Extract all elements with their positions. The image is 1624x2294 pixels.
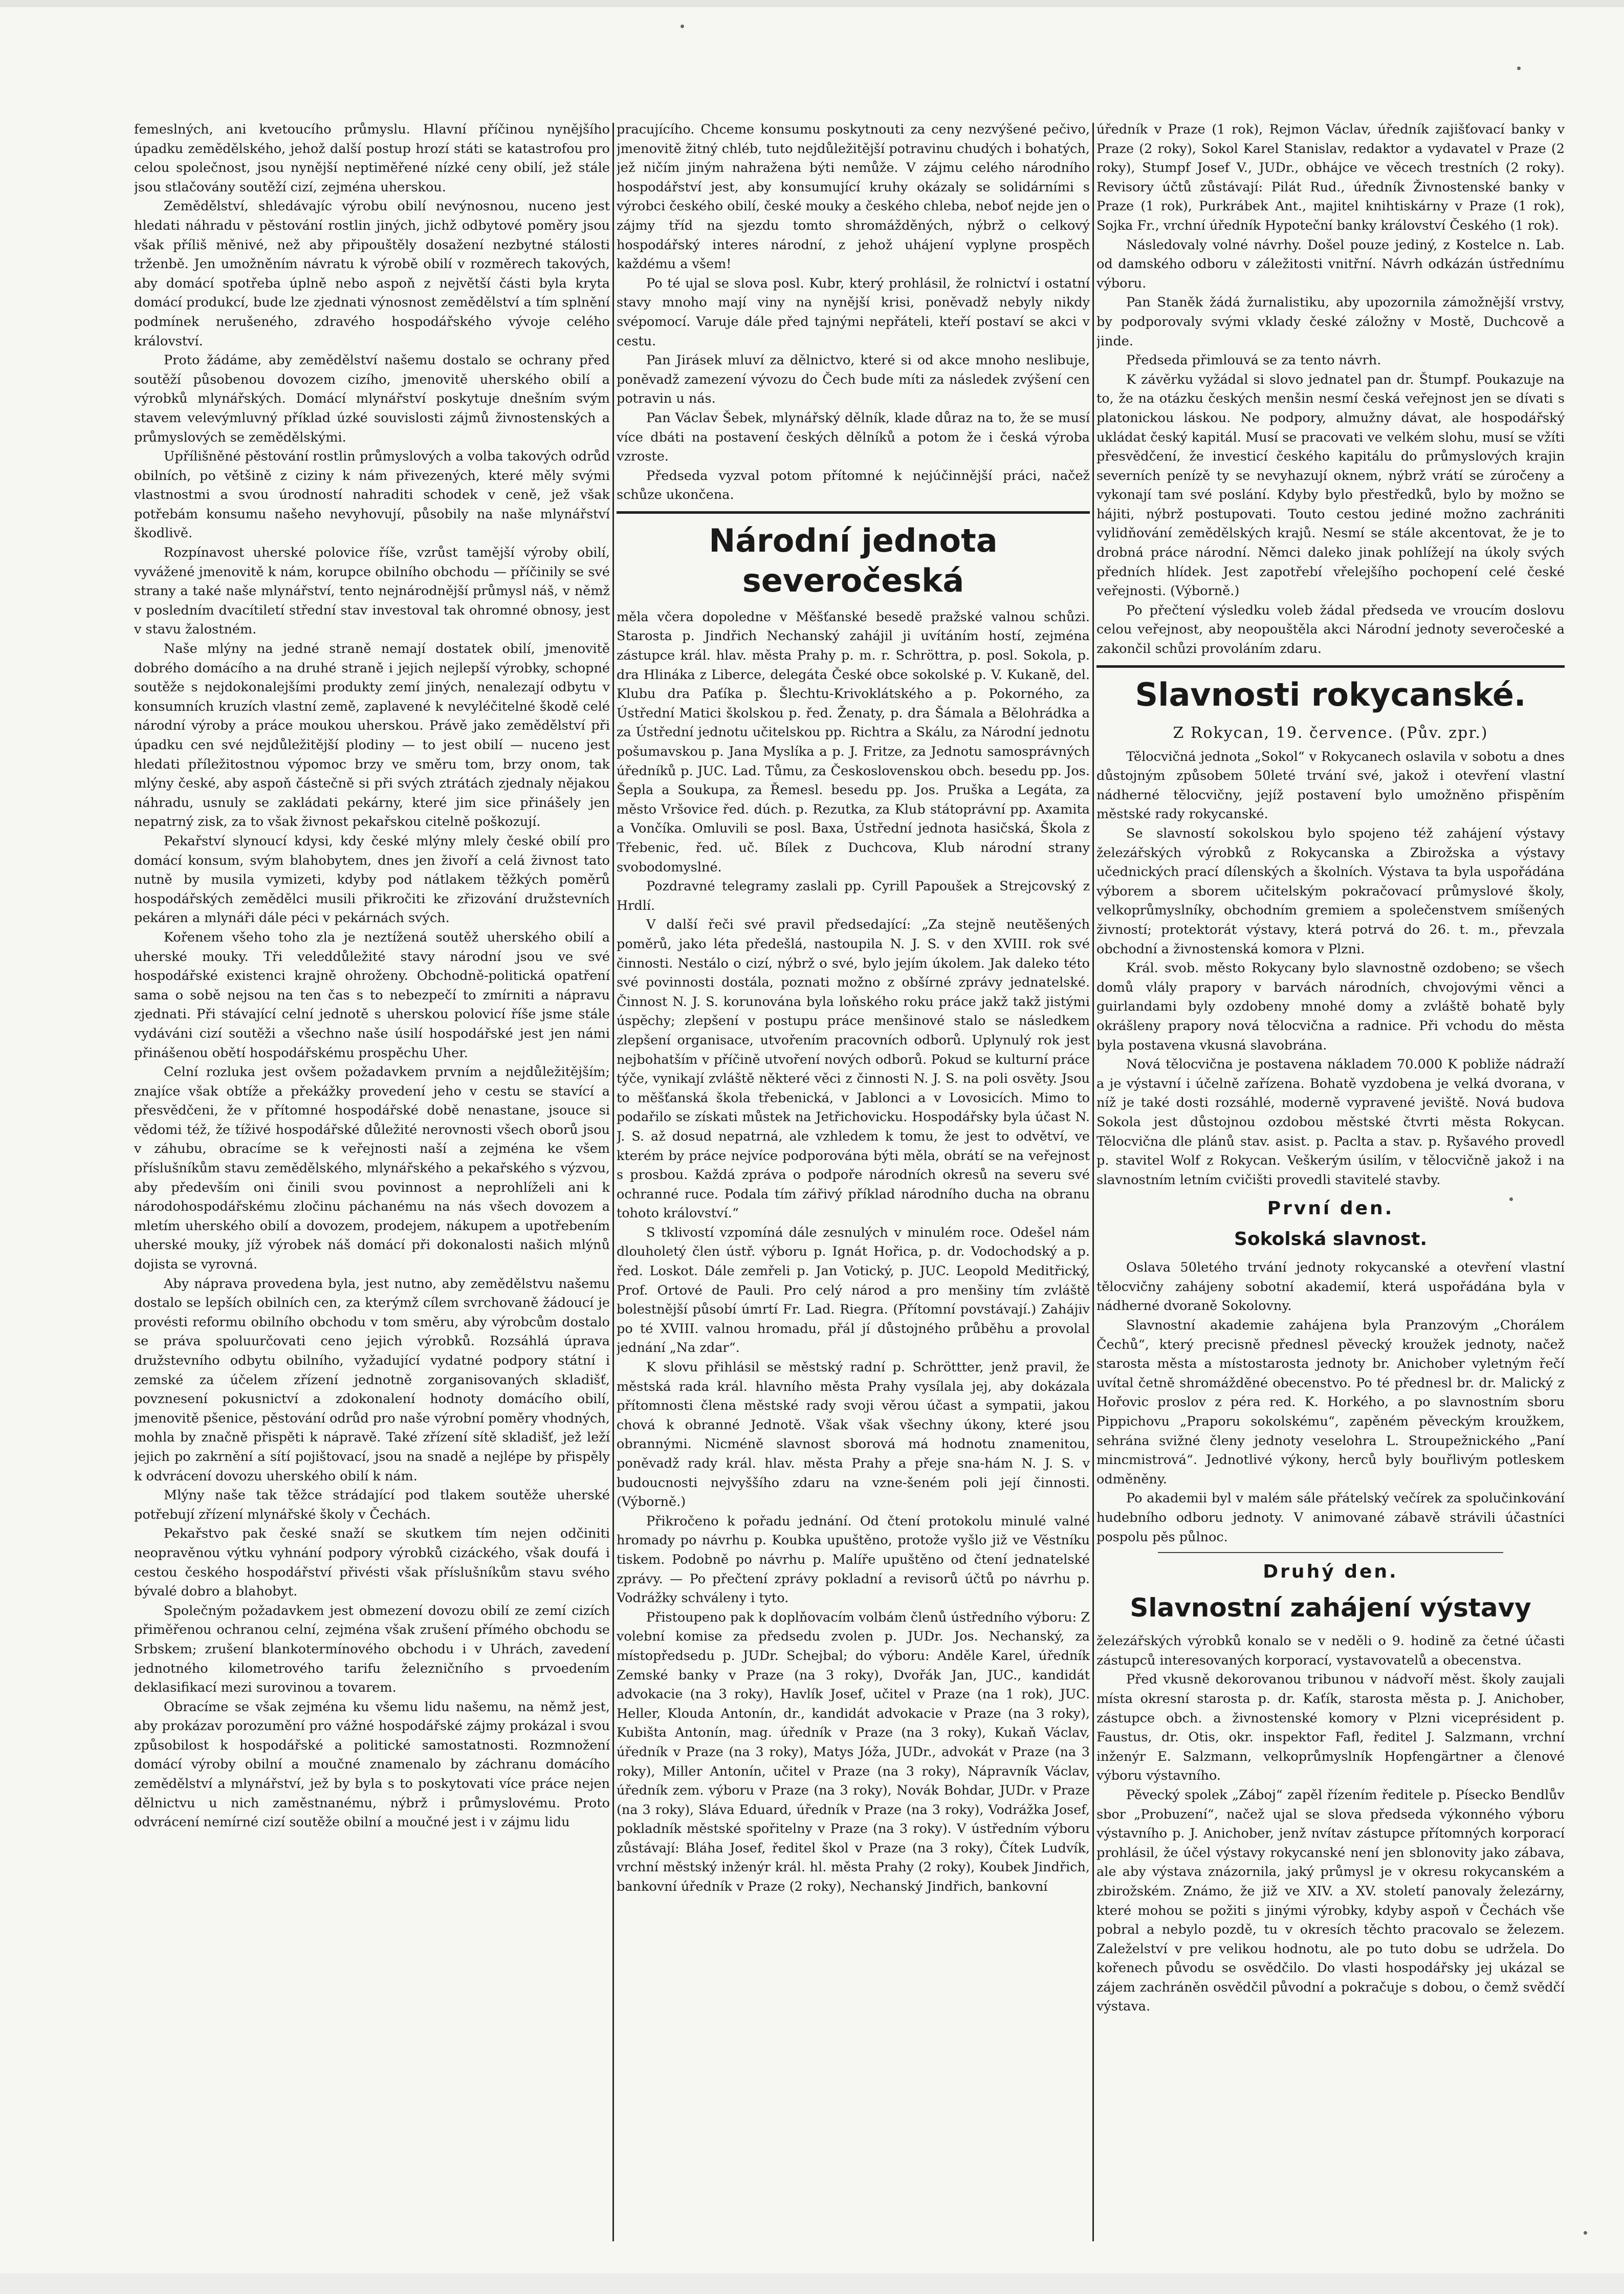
paragraph: Zemědělství, shledávajíc výrobu obilí nevýnosnou, nuceno jest hledati náhradu v pěstování rostlin jiných, jichž odbytové poměry jsou však příliš měnivé, než aby připouštěly dosažení nezbytné stálosti trženbě. Jen umožněním návratu k výrobě obilí v rozměrech takových, aby domácí spotřeba úplně nebo aspoň z největší části byla kryta domácí produkcí, bude lze zjednati výnosnost zemědělství a tím splnění podmínek nerušeného, zdravého hospodářského vývoje celého království. bbox=[134, 199, 610, 349]
section-heading: Slavnostní zahájení výstavy bbox=[1130, 1593, 1531, 1623]
paragraph: měla včera dopoledne v Měšťanské besedě pražské valnou schůzi. Starosta p. Jindřich Nechanský zahájil ji uvítáním hostí, zejména zástupce král. hlav. města Prahy p. m. r. Schröttra, p. posl. Sokola, p. dra Hlináka z Liberce, delegáta České obce sokolské p. V. Kukaně, del. Klubu dra Paťíka p. Šlechtu-Krivoklátského a p. Pokorného, za Ústřední Matici školskou p. řed. Ženaty, p. dra Šámala a Bělohrádka a za Ústřední jednotu učitelskou pp. Richtra a Skálu, za Národní jednotu pošumavskou p. Jana Myslíka a p. J. Fritze, za Jednotu samosprávných úředníků p. JUC. Lad. Tůmu, za Československou obch. besedu pp. Jos. Šepla a Soukupa, za Řemesl. besedu pp. Jos. Pruška a Legáta, za město Vršovice řed. dúch. p. Rezutka, za Klub státoprávní pp. Axamita a Vončíka. Omluvili se posl. Baxa, Ústřední jednota hasičská, Škola z Třebenic, řed. uč. Bílek z Duchcova, Klub národní strany svobodomyslné. bbox=[617, 609, 1090, 875]
paragraph: Celní rozluka jest ovšem požadavkem prvním a nejdůležitějším; znajíce však obtíže a překážky provedení jeho v cestu se stavící a přesvědčeni, že v přítomné hospodářské době nenastane, jsouce si vědomi též, že tíživé hospodářské důležité nerovnosti všech oborů jsou v záhubu, obracíme se k veřejnosti naší a zejména ke všem příslušníkům stavu zemědělského, mlynářského a pekařského s výzvou, aby především oni činili svou povinnost a neprohlíželi ani k národohospodářskému zločinu páchanému na nás všech dovozem a mletím uherského obilí a dovozem, prodejem, nákupem a upotřebením uherské mouky, jíž výrobek náš domácí při dokonalosti našich mlýnů dojista se vyrovná. bbox=[134, 1064, 610, 1273]
paragraph: Před vkusně dekorovanou tribunou v nádvoří měst. školy zaujali místa okresní starosta p. dr. Kaťík, starosta města p. J. Anichober, zástupce obch. a živnostenské komory v Plzni viceprésident p. Faustus, dr. Otis, okr. inspektor Fafl, ředitel J. Salzmann, vrchní inženýr E. Salzmann, velkoprůmyslník Hopfengärtner a členové výboru výstavního. bbox=[1096, 1672, 1565, 1784]
section-rule bbox=[1096, 665, 1565, 668]
column-1 bbox=[134, 120, 610, 2244]
paragraph: železářských výrobků konalo se v neděli o 9. hodině za četné účasti zástupců interesovaných korporací, vystavovatelů a obecenstva. bbox=[1096, 1633, 1565, 1668]
paragraph: Po přečtení výsledku voleb žádal předseda ve vroucím doslovu celou veřejnost, aby neopouštěla akci Národní jednoty severočeské a zakončil schůzi provoláním zdaru. bbox=[1096, 602, 1565, 657]
scan-top-border bbox=[0, 0, 1624, 7]
paragraph: Následovaly volné návrhy. Došel pouze jediný, z Kostelce n. Lab. od damského odboru v záležitosti vnitřní. Návrh odkázán ústřednímu výboru. bbox=[1096, 237, 1565, 291]
paragraph: Pekařstvo pak české snaží se skutkem tím nejen odčiniti neopravěnou výtku vyhnání podpory výrobků cizáckého, však doufá i cestou českého hospodářství přivésti však příslušníkům stavu svého bývalé dobro a blahobyt. bbox=[134, 1526, 610, 1600]
paragraph: Proto žádáme, aby zemědělství našemu dostalo se ochrany před soutěží působenou dovozem cizího, jmenovitě uherského obilí a výrobků mlynářských. Domácí mlynářství poskytuje dnešním svým stavem velevýmluvný příklad úzké souvislosti zájmů živnostenských a průmyslových se zemědělskými. bbox=[134, 353, 610, 445]
column-divider bbox=[1092, 123, 1094, 2241]
paragraph: K slovu přihlásil se městský radní p. Schröttter, jenž pravil, že městská rada král. hlavního města Prahy vysílala jej, aby dokázala přítomnosti člena městské rady svoji věrou účast a sympatii, jakou chová k obranné Jednotě. Však však všechny úkony, které jsou obrannými. Nicméně slavnost sborová má hodnotu znamenitou, poněvadž rady král. hlav. města Prahy a přeje sna-hám N. J. S. v budoucnosti nejvyššího zdaru na vzne-šeném poli její činnosti. (Výborně.) bbox=[617, 1360, 1090, 1510]
paragraph: Pěvecký spolek „Záboj“ zapěl řízením ředitele p. Písecko Bendlův sbor „Probuzení“, načež ujal se slova předseda výkonného výboru výstavního p. J. Anichober, jenž nvítav zástupce přítomných korporací prohlásil, že účel výstavy rokycanské není jen sblonovity jako zábava, ale aby výstava znázornila, jaký průmysl je v okresu rokycanském a zbirožském. Známo, že již ve XIV. a XV. století panovaly železárny, které mohou se požiti s jinými výrobky, kdyby aspoň v Čechách vše pobral a nebylo pozdě, tu v okresích těchto pracovalo se železem. Zaleželství v pre velikou hodnotu, ale po tuto dobu se udržela. Do kořenech původu se osvědčilo. Do vlasti hospodářsky jej ukázal se zájem zachráněn osvědčil původní a pokračuje s dobou, o čemž svědčí výstava. bbox=[1096, 1787, 1565, 2015]
dateline: Z Rokycan, 19. července. (Pův. zpr.) bbox=[1173, 724, 1488, 742]
section-rule bbox=[1158, 1552, 1503, 1553]
paragraph: Rozpínavost uherské polovice říše, vzrůst tamější výroby obilí, vyvážené jmenovitě k nám, korupce obilního obchodu — příčinily se své strany a také naše mlynářství, tento nejnárodnější průmysl náš, v němž v posledním dvacítiletí střední stav investoval tak ohromné obnosy, jest v stavu žalostném. bbox=[134, 545, 610, 638]
scan-speck bbox=[1584, 2231, 1587, 2235]
paragraph: Obracíme se však zejména ku všemu lidu našemu, na němž jest, aby prokázav porozumění pro vážné hospodářské zájmy prokázal i svou způsobilost k hospodářské a politické samostatnosti. Rozmnožení domácí výroby obilní a moučné znamenalo by záchranu domácího zemědělství a mlynářství, jež by byla s to poskytovati více práce nejen dělnictvu u nich zaměstnanému, nýbrž i průmyslovému. Proto odvrácení nemírné cizí soutěže obilní a moučné jest i v zájmu lidu bbox=[134, 1699, 610, 1830]
paragraph: Tělocvičná jednota „Sokol“ v Rokycanech oslavila v sobotu a dnes důstojným způsobem 50leté trvání své, jakož i otevření vlastní nádherné tělocvičny, jejíž postavení bylo umožněno přispěním městské rady rokycanské. bbox=[1096, 749, 1565, 822]
paragraph: Naše mlýny na jedné straně nemají dostatek obilí, jmenovitě dobrého domácího a na druhé straně i jejich nejlepší výrobky, schopné soutěže s nejdokonalejšími produkty zemí jiných, nenalezají odbytu v konsumních kruzích vlastní země, zaplavené k nevyléčitelné škodě celé národní výroby a práce moukou uherskou. Právě jako zemědělství při úpadku cen své nejdůležitější plodiny — to jest obilí — nuceno jest hledati příležitostnou výpomoc brzy ve směru tom, brzy onom, tak mlýny české, aby aspoň částečně si při svých ztrátách zjednaly nějakou náhradu, usnuly se zakládati pekárny, které jim sice přinášely jen nepatrný zisk, za to však živnost pekařskou citelně poškozují. bbox=[134, 641, 610, 830]
paragraph: Pan Jirásek mluví za dělnictvo, které si od akce mnoho neslibuje, poněvadž zamezení vývozu do Čech bude míti za následek zvýšení cen potravin u nás. bbox=[617, 353, 1090, 407]
paragraph: Předseda vyzval potom přítomné k nejúčinnější práci, načež schůze ukončena. bbox=[617, 468, 1090, 503]
paragraph: K závěrku vyžádal si slovo jednatel pan dr. Štumpf. Poukazuje na to, že na otázku českých menšin nesmí česká veřejnost jen se dívati s platonickou láskou. Ne podpory, almužny dávat, ale hospodářský ukládat český kapitál. Musí se pracovati ve velkém slohu, musí se vžíti přesvědčení, že investicí českého kapitálu do průmyslových krajin severních penízě ty se nevyhazují oknem, nýbrž vrátí se zúročeny a vykonají tam své poslání. Kdyby bylo přestředků, bylo by možno se hájiti, nýbrž postupovati. Touto cestou jediné možno zachrániti vylidňování zemědělských krajů. Nesmí se stále akcentovat, že je to drobná práce národní. Němci daleko jinak pohlížejí na úkoly svých předních hlídek. Jest zapotřebí vřelejšího pochopení celé české veřejnosti. (Výborně.) bbox=[1096, 372, 1565, 599]
section-subheading: První den. bbox=[1267, 1198, 1394, 1219]
paragraph: Pan Václav Šebek, mlynářský dělník, klade důraz na to, že se musí více dbáti na postavení českých dělníků a potom že i česká výroba vzroste. bbox=[617, 410, 1090, 465]
article-headline: Národní jednota severočeská bbox=[709, 521, 998, 599]
paragraph: Pozdravné telegramy zaslali pp. Cyrill Papoušek a Strejcovský z Hrdlí. bbox=[617, 879, 1090, 913]
column-divider bbox=[612, 123, 614, 2241]
article-headline: Slavnosti rokycanské. bbox=[1135, 675, 1526, 713]
paragraph: Oslava 50letého trvání jednoty rokycanské a otevření vlastní tělocvičny zahájeny sobotní akademií, která uspořádána byla v nádherné dvoraně Sokolovny. bbox=[1096, 1260, 1565, 1314]
paragraph: Nová tělocvična je postavena nákladem 70.000 K pobliže nádraží a je výstavní i účelně zařízena. Bohatě vyzdobena je velká dvorana, v níž je také dosti rozsáhlé, moderně vypravené jeviště. Nová budova Sokola jest důstojnou ozdobou městské čtvrti města Rokycan. Tělocvična dle plánů stav. asist. p. Paclta a stav. p. Ryšavého provedl p. stavitel Wolf z Rokycan. Veškerým úsilím, v tělocvičně jakož i na slavnostním letním cvičišti provedli stavitelé stavby. bbox=[1096, 1057, 1565, 1188]
paragraph: Král. svob. město Rokycany bylo slavnostně ozdobeno; se všech domů vlály prapory v barvách národních, chvojovými věnci a guirlandami byly ozdobeny mnohé domy a zvláště bohatě byly okrášleny prapory nová tělocvična a radnice. Při vchodu do města byla postavena vkusná slavobrána. bbox=[1096, 960, 1565, 1053]
paragraph: S tklivostí vzpomíná dále zesnulých v minulém roce. Odešel nám dlouholetý člen ústř. výboru p. Ignát Hořica, p. dr. Vodochodský a p. řed. Loskot. Dále zemřeli p. Jan Votický, p. JUC. Leopold Meditřický, Prof. Ortové de Pauli. Pro celý národ a pro menšiny tím zvláště bolestnější působí úmrtí Fr. Lad. Riegra. (Přítomní povstávají.) Zahájiv po té XVIII. valnou hromadu, přál jí důstojného průběhu a provolal jednání „Na zdar“. bbox=[617, 1225, 1090, 1356]
column-2 bbox=[617, 120, 1090, 2244]
paragraph: Upřílišněné pěstování rostlin průmyslových a volba takových odrůd obilních, po většině z ciziny k nám přivezených, které měly svými vlastnostmi a svou úrodností nahraditi schodek v ceně, jež však potřebám konsumu našeho nevyhovují, působily na naše mlynářství škodlivě. bbox=[134, 449, 610, 541]
paragraph: Přistoupeno pak k doplňovacím volbám členů ústředního výboru: Z volební komise za předsedu zvolen p. JUDr. Jos. Nechanský, za místopředsedu p. JUDr. Schejbal; do výboru: Anděle Karel, úředník Zemské banky v Praze (na 3 roky), Dvořák Jan, JUC., kandidát advokacie (na 3 roky), Havlík Josef, učitel v Praze (na 1 rok), JUC. Heller, Klouda Antonín, dr., kandidát advokacie v Praze (na 3 roky), Kubišta Antonín, mag. úředník v Praze (na 3 roky), Kukaň Václav, úředník v Praze (na 3 roky), Matys Jóža, JUDr., advokát v Praze (na 3 roky), Miller Antonín, učitel v Praze (na 3 roky), Nápravník Václav, úředník zem. výboru v Praze (na 3 roky), Novák Bohdar, JUDr. v Praze (na 3 roky), Sláva Eduard, úředník v Praze (na 3 roky), Vodrážka Josef, pokladník městské spořitelny v Praze (na 3 roky). V ústředním výboru zůstávají: Bláha Josef, ředitel škol v Praze (na 3 roky), Čítek Ludvík, vrchní městský inženýr král. hl. města Prahy (2 roky), Koubek Jindřich, bankovní úředník v Praze (2 roky), Nechanský Jindřich, bankovní bbox=[617, 1609, 1090, 1895]
scan-speck bbox=[1517, 67, 1521, 70]
paragraph: úředník v Praze (1 rok), Rejmon Václav, úředník zajišťovací banky v Praze (2 roky), Sokol Karel Stanislav, redaktor a vydavatel v Praze (2 roky), Stumpf Josef V., JUDr., obhájce ve věcech trestních (2 roky). Revisory účtů zůstávají: Pilát Rud., úředník Živnostenské banky v Praze (1 rok), Purkrábek Ant., majitel knihtiskárny v Praze (1 rok), Sojka Fr., vrchní úředník Hypoteční banky království Českého (1 rok). bbox=[1096, 122, 1565, 233]
paragraph: Společným požadavkem jest obmezení dovozu obilí ze zemí cizích přiměřenou ochranou celní, zejména však zrušení přímého obchodu se Srbskem; zrušení blankotermínového obchodu i v Uhrách, zavedení jednotného kilometrového tarifu železničního s prvoedením deklasifikací mezi surovinou a tovarem. bbox=[134, 1603, 610, 1696]
section-rule bbox=[617, 511, 1090, 514]
paragraph: Aby náprava provedena byla, jest nutno, aby zemědělstvu našemu dostalo se lepších obilních cen, za kterýmž cílem svrchovaně žádoucí je provésti reformu obilního obchodu v tom směru, aby výrobcům dostalo se práva spoluurčovati ceno jejich výrobků. Rozsáhlá úprava družstevního odbytu obilního, vyžadující vydatné podpory státní i zemské za účelem zřízení jednotně zorganisovaných skladišť, povznesení pokusnictví a zdokonalení hodnoty domácího obilí, jmenovitě pšenice, pěstování odrůd pro naše výrobní poměry vhodných, mohla by značně přispěti k nápravě. Také zřízení sítě skladišť, jež leží jejich po zakrnění a sítí pojištovací, jsou na snadě a nejlépe by přispěly k odvrácení dovozu uherského obilí k nám. bbox=[134, 1276, 610, 1484]
scan-speck bbox=[681, 25, 684, 28]
paragraph: Pan Staněk žádá žurnalistiku, aby upozornila zámožnější vrstvy, by podporovaly svými vklady české záložny v Mostě, Duchcově a jinde. bbox=[1096, 295, 1565, 349]
paragraph: femeslných, ani kvetoucího průmyslu. Hlavní příčinou nynějšího úpadku zemědělského, jehož další postup hrozí státi se katastrofou pro celou společnost, jsou nynější neptiměřené nízké ceny obilí, jež stále jsou stlačovány soutěží cizí, zejména uherskou. bbox=[134, 122, 610, 195]
paragraph: Předseda přimlouvá se za tento návrh. bbox=[1126, 353, 1381, 368]
paragraph: Se slavností sokolskou bylo spojeno též zahájení výstavy železářských výrobků z Rokycanska a Zbirožska a výstavy učednických prací dílenských a školních. Výstava ta byla uspořádána výborem a sborem učitelským pokračovací průmyslové školy, velkoprůmyslníky, obchodním gremiem a společenstvem smíšených živností; protektorát výstavy, která potrvá do 26. t. m., převzala obchodní a živnostenská komora v Plzni. bbox=[1096, 826, 1565, 957]
paragraph: Slavnostní akademie zahájena byla Pranzovým „Chorálem Čechů“, který precisně přednesl pěvecký kroužek jednoty, načež starosta města a místostarosta jednoty br. Anichober vyletným řečí uvítal četně shromážděné obecenstvo. Po té přednesl br. dr. Malický z Hořovic proslov z péra red. K. Horkého, a po slavnostním sboru Pippichovu „Praporu sokolskému“, zapěném pěveckým kroužkem, sehrána svižné členy jednoty veselohra L. Stroupežnického „Paní mincmistrová“. Jednotlivé výkony, herců byly bouřlivým potleskem odměněny. bbox=[1096, 1318, 1565, 1487]
paragraph: pracujícího. Chceme konsumu poskytnouti za ceny nezvýšené pečivo, jmenovitě žitný chléb, tuto nejdůležitější potravinu chudých i bohatých, jež ničím jiným nahražena býti nemůže. V zájmu celého národního hospodářství jest, aby konsumující kruhy okázaly se solidárními s výrobci českého obilí, české mouky a českého chleba, neboť nejde jen o zájmy tříd na sjezdu tomto shromážděných, nýbrž o celkový hospodářský interes národní, z jehož uhájení vyplyne prospěch každému a všem! bbox=[617, 122, 1090, 272]
section-subheading: Druhý den. bbox=[1263, 1561, 1398, 1583]
paragraph: Po akademii byl v malém sále přátelský večírek za spolučinkování hudebního odboru jednoty. V animované zábavě strávili účastníci pospolu pěs půlnoc. bbox=[1096, 1491, 1565, 1545]
paragraph: Přikročeno k pořadu jednání. Od čtení protokolu minulé valné hromady po návrhu p. Koubka upuštěno, protože vyšlo již ve Věstníku tiskem. Podobně po návrhu p. Malíře upuštěno od čtení jednatelské zprávy. — Po přečtení zprávy pokladní a revisorů účtů po návrhu p. Vodrážky schváleny i tyto. bbox=[617, 1513, 1090, 1606]
paragraph: Pekařství slynoucí kdysi, kdy české mlýny mlely české obilí pro domácí konsum, svým blahobytem, dnes jen živoří a celá živnost tato nutně by musila vymizeti, kdyby pod nátlakem těžkých poměrů hospodářských zemědělci musili přikročiti ke zřizování družstevních pekáren a mlynáři dále péci v pekárnách svých. bbox=[134, 833, 610, 926]
column-3 bbox=[1096, 120, 1565, 2244]
paragraph: Mlýny naše tak těžce strádající pod tlakem soutěže uherské potřebují zřízení mlynářské školy v Čechách. bbox=[134, 1488, 610, 1522]
paragraph: Kořenem všeho toho zla je neztížená soutěž uherského obilí a uherské mouky. Tři veleddůležité stavy národní jsou ve své hospodářské existenci krajně ohroženy. Obchodně-politická opatření sama o sobě nejsou na ten čas s to nebezpečí to zmírniti a nápravu zjednati. Při stávající celní jednotě s uherskou polovicí říše jsme stále vydáváni cizí soutěži a všechno naše úsilí hospodářské jest jen námi přinášenou obětí hospodářskému prospěchu Uher. bbox=[134, 929, 610, 1061]
section-subheading: Sokolská slavnost. bbox=[1234, 1229, 1428, 1250]
scan-bottom-border bbox=[0, 2274, 1624, 2294]
paragraph: V další řeči své pravil předsedající: „Za stejně neutěšených poměrů, jako léta předešlá, nastoupila N. J. S. v den XVIII. rok své činnosti. Nestálo o cizí, nýbrž o své, bylo jejím úkolem. Jak daleko této své povinnosti dostála, poznati možno z obšírné zprávy jednatelské. Činnost N. J. S. korunována byla loňského roku práce jakž takž jistými úspěchy; zlepšení v postupu práce menšinové stalo se následkem zlepšení organisace, utvořením pracovních odborů. Uplynulý rok jest nejbohatším v příčině utvoření nových odborů. Pokud se kulturní práce týče, vynikají zvláště některé věci z činnosti N. J. S. na poli osvěty. Jsou to měšťanská škola třebenická, v Jablonci a v Lovosicích. Mimo to podařilo se získati můstek na Jetřichovicku. Hospodářsky byla účast N. J. S. až dosud nepatrná, ale vzhledem k tomu, že jest to odvětví, ve kterém by práce nejvíce podporována býti měla, obrátí se na veřejnost s prosbou. Každá zpráva o podpoře národních okresů na severu své ochranné ruce. Podala tím zářivý příklad národního ducha na obranu tohoto království.“ bbox=[617, 917, 1090, 1221]
paragraph: Po té ujal se slova posl. Kubr, který prohlásil, že rolnictví i ostatní stavy mnoho mají viny na nynější krisi, poněvadž nebyly nikdy svépomocí. Varuje dále před tajnými nepřáteli, kteří postaví se akci v cestu. bbox=[617, 275, 1090, 349]
